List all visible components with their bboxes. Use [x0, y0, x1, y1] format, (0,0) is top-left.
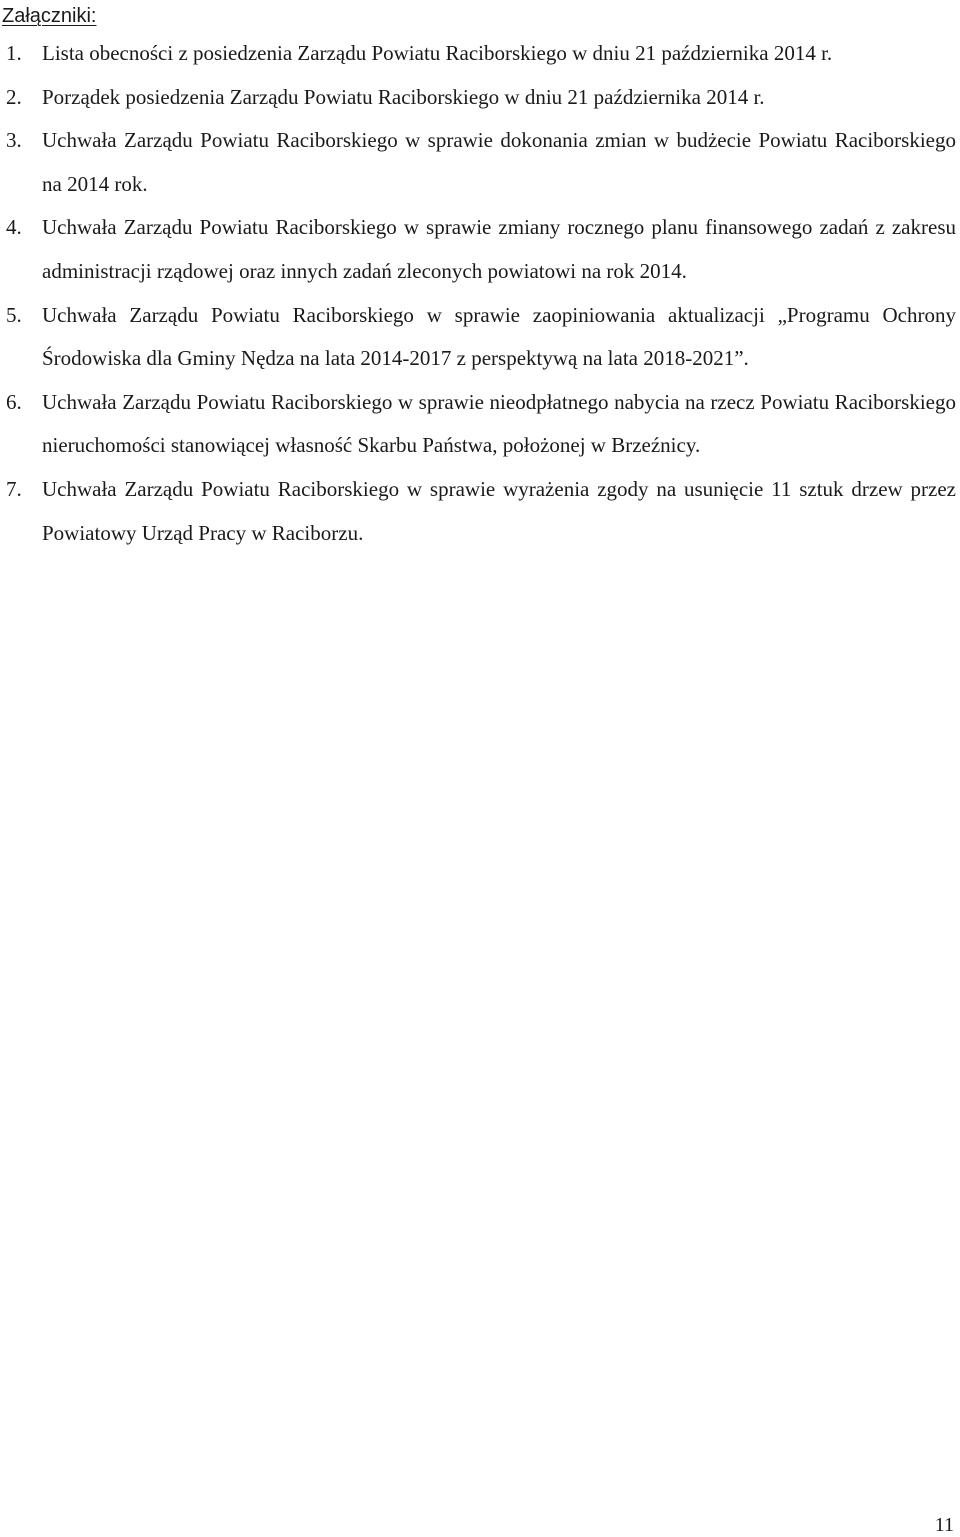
list-item — [6, 119, 956, 206]
page-number: 11 — [934, 1514, 954, 1536]
list-item-number: 7. — [6, 476, 22, 501]
attachments-heading: Załączniki: — [2, 5, 97, 27]
list-item-number: 3. — [6, 128, 22, 153]
list-item-text: Uchwała Zarządu Powiatu Raciborskiego w sprawie zaopiniowania aktualizacji „Programu Ochrony Środowiska dla Gminy Nędza na lata 2014-2017 z perspektywą na lata 2018-2021”. — [42, 302, 956, 371]
list-item-number: 5. — [6, 302, 22, 327]
list-item — [6, 468, 956, 555]
list-item-number: 2. — [6, 84, 22, 109]
list-item-text: Uchwała Zarządu Powiatu Raciborskiego w sprawie dokonania zmian w budżecie Powiatu Raciborskiego na 2014 rok. — [42, 128, 956, 196]
list-item-text: Uchwała Zarządu Powiatu Raciborskiego w sprawie wyrażenia zgody na usunięcie 11 sztuk drzew przez Powiatowy Urząd Pracy w Raciborzu. — [42, 476, 956, 545]
list-item — [6, 32, 956, 76]
list-item-text: Uchwała Zarządu Powiatu Raciborskiego w sprawie nieodpłatnego nabycia na rzecz Powiatu Raciborskiego nieruchomości stanowiącej własność Skarbu Państwa, położonej w Brzeźnicy. — [42, 389, 956, 458]
list-item-text: Porządek posiedzenia Zarządu Powiatu Raciborskiego w dniu 21 października 2014 r. — [42, 84, 765, 109]
list-item-text: Lista obecności z posiedzenia Zarządu Powiatu Raciborskiego w dniu 21 października 2014 r. — [42, 41, 833, 65]
list-item-number: 4. — [6, 215, 22, 240]
list-item — [6, 206, 956, 293]
list-item — [6, 294, 956, 381]
list-item-text: Uchwała Zarządu Powiatu Raciborskiego w sprawie zmiany rocznego planu finansowego zadań z zakresu administracji rządowej oraz innych zadań zleconych powiatowi na rok 2014. — [42, 215, 956, 283]
list-item-number: 1. — [6, 41, 22, 65]
list-item — [6, 381, 956, 468]
attachments-list — [6, 32, 956, 555]
list-item — [6, 76, 956, 120]
list-item-number: 6. — [6, 389, 22, 414]
